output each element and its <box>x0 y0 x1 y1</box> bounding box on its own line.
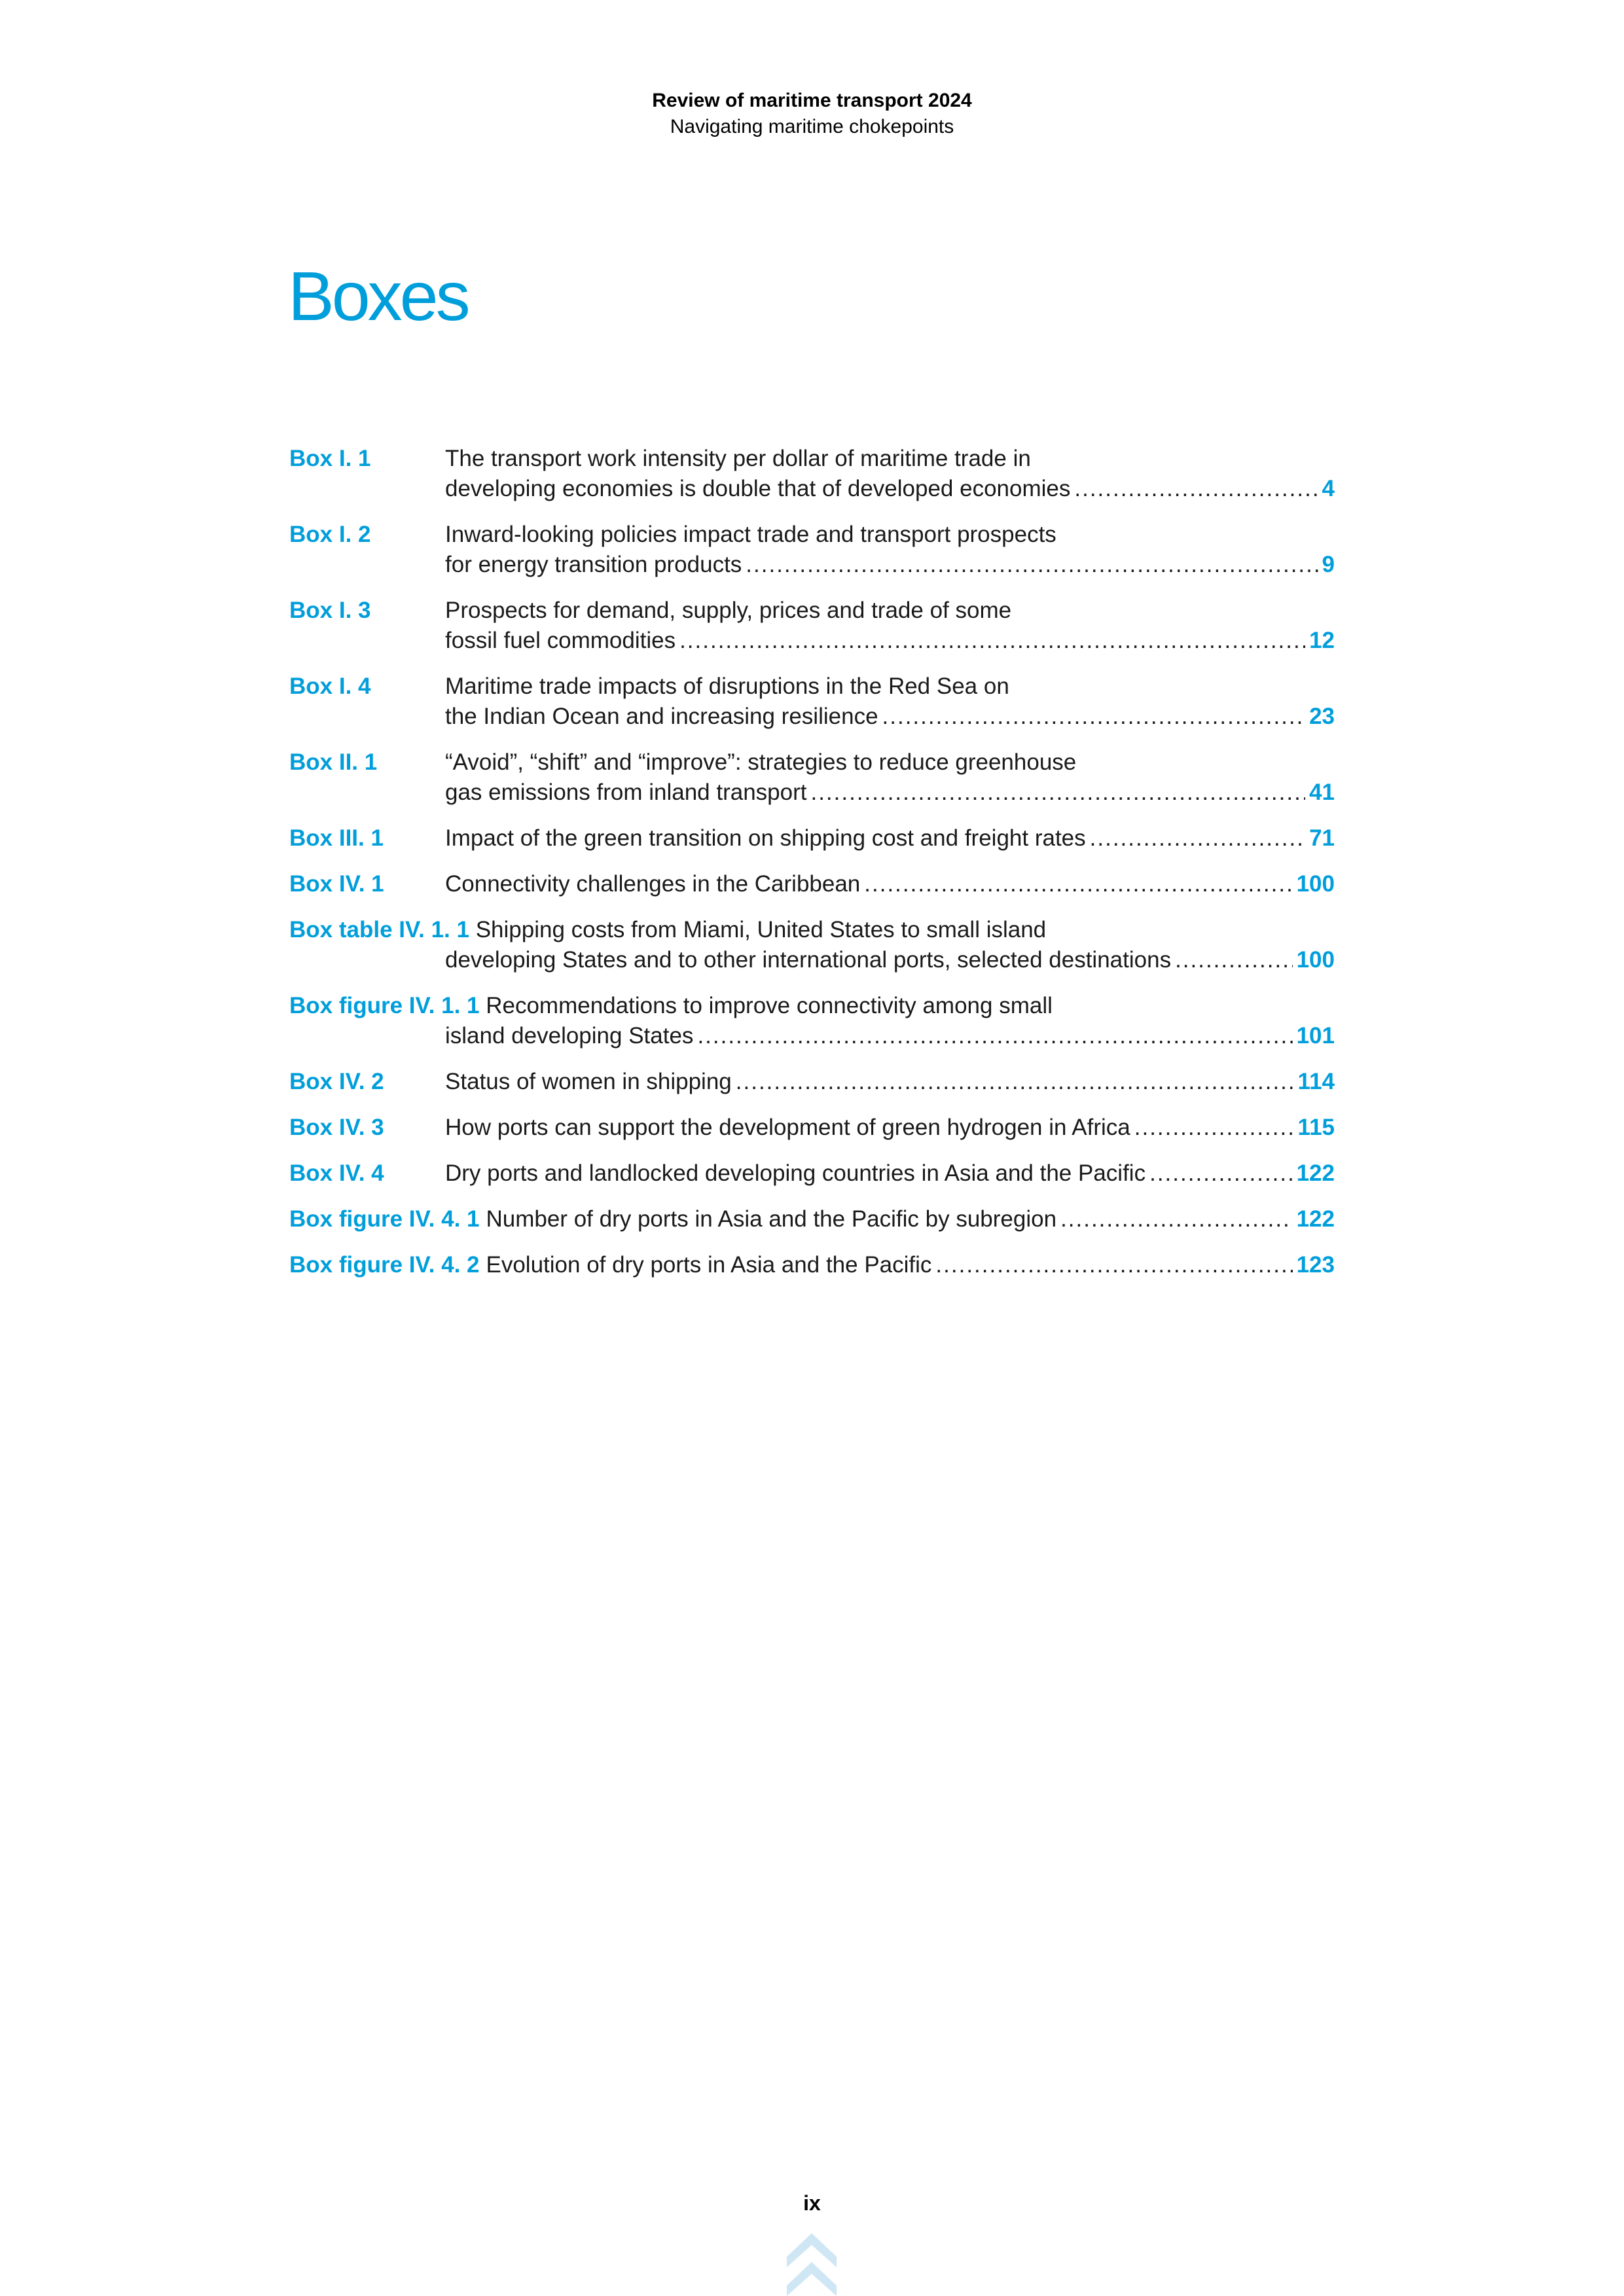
dot-leader <box>1175 945 1293 975</box>
toc-entry-title-line1: “Avoid”, “shift” and “improve”: strategies to reduce greenhouse <box>445 749 1077 775</box>
toc-entry-page[interactable]: 122 <box>1296 1206 1335 1232</box>
toc-entry[interactable] <box>289 1113 1335 1143</box>
toc-entry-label: Box IV. 4 <box>289 1160 384 1186</box>
toc-entry-label: Box IV. 1 <box>289 871 384 897</box>
toc-entry-title-line2 <box>289 945 1335 975</box>
double-chevron-up-icon[interactable] <box>787 2233 837 2296</box>
toc-entry-page[interactable]: 41 <box>1309 780 1335 805</box>
dot-leader <box>697 1021 1292 1051</box>
toc-entry-title-text: Number of dry ports in Asia and the Pacific by subregion <box>486 1206 1057 1232</box>
toc-entry-label: Box figure IV. 1. 1 <box>289 993 480 1018</box>
dot-leader <box>1134 1113 1294 1143</box>
toc-entry-label: Box I. 4 <box>289 673 371 699</box>
dot-leader <box>1090 823 1305 853</box>
dot-leader <box>935 1250 1292 1280</box>
toc-entry-page[interactable]: 23 <box>1309 704 1335 729</box>
toc-entry-title-line2 <box>289 626 1335 656</box>
toc-entry-title-line1: The transport work intensity per dollar of maritime trade in <box>445 446 1031 471</box>
report-subtitle: Navigating maritime chokepoints <box>670 116 954 137</box>
toc-entry-title-line <box>289 869 1335 899</box>
toc-entry-title-line1: Prospects for demand, supply, prices and trade of some <box>445 598 1012 623</box>
toc-entry-title-line2 <box>289 778 1335 808</box>
toc-entry-title-text: Evolution of dry ports in Asia and the Pacific <box>486 1252 932 1278</box>
dot-leader <box>864 869 1292 899</box>
toc-entry-page[interactable]: 101 <box>1296 1023 1335 1049</box>
toc-entry-page[interactable]: 9 <box>1322 552 1335 577</box>
running-header <box>0 88 1624 140</box>
toc-entry-label: Box IV. 2 <box>289 1069 384 1094</box>
toc-entry-title-line1 <box>289 991 1335 1021</box>
toc-entry-title-text: developing States and to other international ports, selected destinations <box>445 947 1172 973</box>
toc-entry-label: Box IV. 3 <box>289 1115 384 1140</box>
dot-leader <box>1074 474 1318 504</box>
toc-entry-title-line2 <box>289 702 1335 732</box>
toc-entry-page[interactable]: 12 <box>1309 628 1335 653</box>
toc-entry-page[interactable]: 114 <box>1297 1069 1335 1094</box>
toc-entry-label: Box figure IV. 4. 2 <box>289 1252 480 1278</box>
toc-entry[interactable] <box>289 520 1335 580</box>
toc-entry[interactable] <box>289 444 1335 504</box>
toc-entry-title-text: island developing States <box>445 1023 694 1049</box>
toc-entry-title-text: the Indian Ocean and increasing resilience <box>445 704 878 729</box>
toc-entry[interactable] <box>289 1067 1335 1097</box>
dot-leader <box>810 778 1305 808</box>
toc-entry-title-line1 <box>289 915 1335 945</box>
toc-entry-title-line <box>289 1204 1335 1234</box>
toc-entry[interactable] <box>289 991 1335 1051</box>
toc-entry-label: Box I. 3 <box>289 598 371 623</box>
boxes-list <box>289 444 1335 1280</box>
dot-leader <box>1060 1204 1293 1234</box>
toc-entry-label: Box III. 1 <box>289 825 384 851</box>
toc-entry-title-line <box>289 1158 1335 1189</box>
toc-entry[interactable] <box>289 747 1335 808</box>
dot-leader <box>746 550 1318 580</box>
toc-entry-title-line1: Maritime trade impacts of disruptions in the Red Sea on <box>445 673 1009 699</box>
toc-entry[interactable] <box>289 596 1335 656</box>
toc-entry-title-text: fossil fuel commodities <box>445 628 676 653</box>
dot-leader <box>1149 1158 1293 1189</box>
toc-entry-title-text: developing economies is double that of developed economies <box>445 476 1071 501</box>
toc-entry-page[interactable]: 4 <box>1322 476 1335 501</box>
toc-entry-title-line <box>289 1250 1335 1280</box>
toc-entry-page[interactable]: 122 <box>1296 1160 1335 1186</box>
page-number: ix <box>803 2191 821 2215</box>
toc-entry[interactable] <box>289 1204 1335 1234</box>
toc-entry-title-line2 <box>289 1021 1335 1051</box>
toc-entry-page[interactable]: 71 <box>1309 825 1335 851</box>
toc-entry-title-text: Impact of the green transition on shipping cost and freight rates <box>445 825 1086 851</box>
toc-entry[interactable] <box>289 672 1335 732</box>
toc-entry-title-line <box>289 823 1335 853</box>
toc-entry-title-line2 <box>289 550 1335 580</box>
dot-leader <box>679 626 1305 656</box>
chevron-up-lower <box>787 2262 837 2296</box>
toc-entry-page[interactable]: 115 <box>1297 1115 1335 1140</box>
toc-entry[interactable] <box>289 915 1335 975</box>
toc-entry-label: Box table IV. 1. 1 <box>289 917 469 942</box>
dot-leader <box>882 702 1306 732</box>
toc-entry-title-text: Dry ports and landlocked developing countries in Asia and the Pacific <box>445 1160 1146 1186</box>
toc-entry-title-line1: Inward-looking policies impact trade and transport prospects <box>445 522 1056 547</box>
toc-entry-page[interactable]: 123 <box>1296 1252 1335 1278</box>
page-title: Boxes <box>288 258 468 335</box>
toc-entry[interactable] <box>289 1158 1335 1189</box>
report-title: Review of maritime transport 2024 <box>652 90 972 111</box>
toc-entry-title-line2 <box>289 474 1335 504</box>
toc-entry-label: Box II. 1 <box>289 749 378 775</box>
toc-entry[interactable] <box>289 823 1335 853</box>
toc-entry-title-text: for energy transition products <box>445 552 742 577</box>
toc-entry-label: Box I. 2 <box>289 522 371 547</box>
toc-entry-page[interactable]: 100 <box>1296 947 1335 973</box>
toc-entry-title-line <box>289 1067 1335 1097</box>
toc-entry[interactable] <box>289 1250 1335 1280</box>
toc-entry-title-text: Status of women in shipping <box>445 1069 732 1094</box>
toc-entry-title-line <box>289 1113 1335 1143</box>
toc-entry-title-text: Shipping costs from Miami, United States to small island <box>475 917 1047 942</box>
toc-entry-label: Box I. 1 <box>289 446 371 471</box>
toc-entry-title-text: How ports can support the development of green hydrogen in Africa <box>445 1115 1130 1140</box>
toc-entry-label: Box figure IV. 4. 1 <box>289 1206 480 1232</box>
toc-entry-page[interactable]: 100 <box>1296 871 1335 897</box>
toc-entry-title-text: Connectivity challenges in the Caribbean <box>445 871 861 897</box>
toc-entry[interactable] <box>289 869 1335 899</box>
toc-entry-title-text: gas emissions from inland transport <box>445 780 807 805</box>
toc-entry-title-text: Recommendations to improve connectivity among small <box>486 993 1053 1018</box>
dot-leader <box>736 1067 1294 1097</box>
